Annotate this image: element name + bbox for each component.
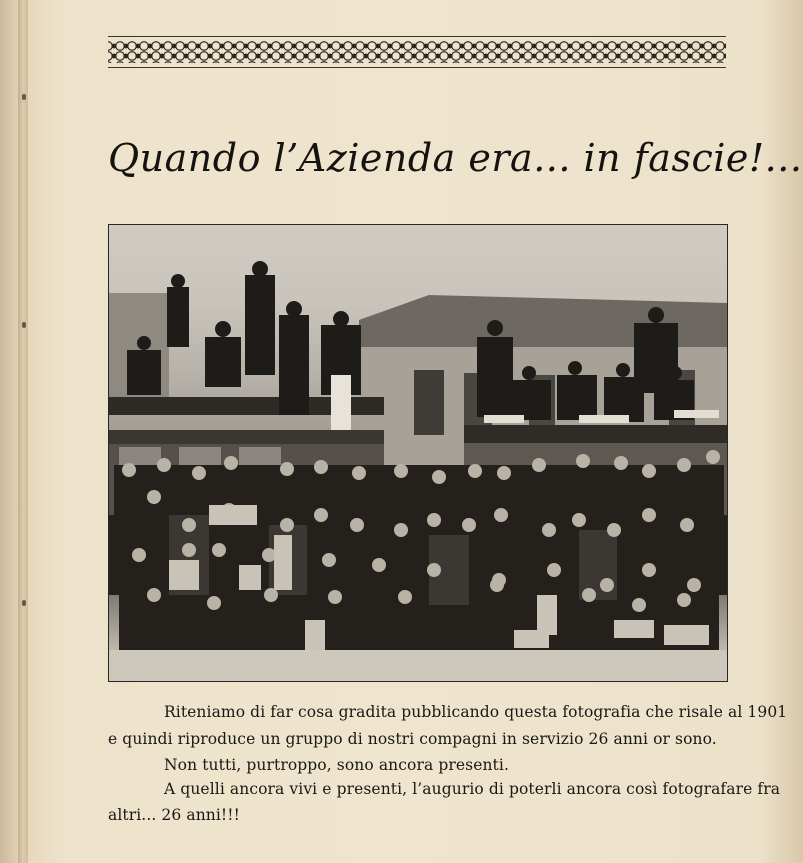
decorative-border-ornament	[108, 36, 726, 68]
binding-stitch	[22, 94, 26, 100]
caption-line-5: altri... 26 anni!!!	[108, 806, 240, 824]
photo-illustration	[109, 225, 728, 682]
page-title: Quando l’Azienda era... in fascie!...	[108, 136, 803, 180]
caption-line-2: e quindi riproduce un gruppo di nostri compagni in servizio 26 anni or sono.	[108, 730, 717, 748]
binding-stitch	[22, 600, 26, 606]
group-photograph	[108, 224, 728, 682]
ornament-pattern	[108, 41, 726, 63]
page-binding-edge	[18, 0, 28, 863]
caption-line-3: Non tutti, purtroppo, sono ancora presenti.	[164, 756, 509, 774]
caption-line-4: A quelli ancora vivi e presenti, l’augurio di poterli ancora così fotografare fra	[164, 780, 781, 798]
binding-stitch	[22, 322, 26, 328]
caption-line-1: Riteniamo di far cosa gradita pubblicando questa fotografia che risale al 1901	[164, 703, 788, 721]
